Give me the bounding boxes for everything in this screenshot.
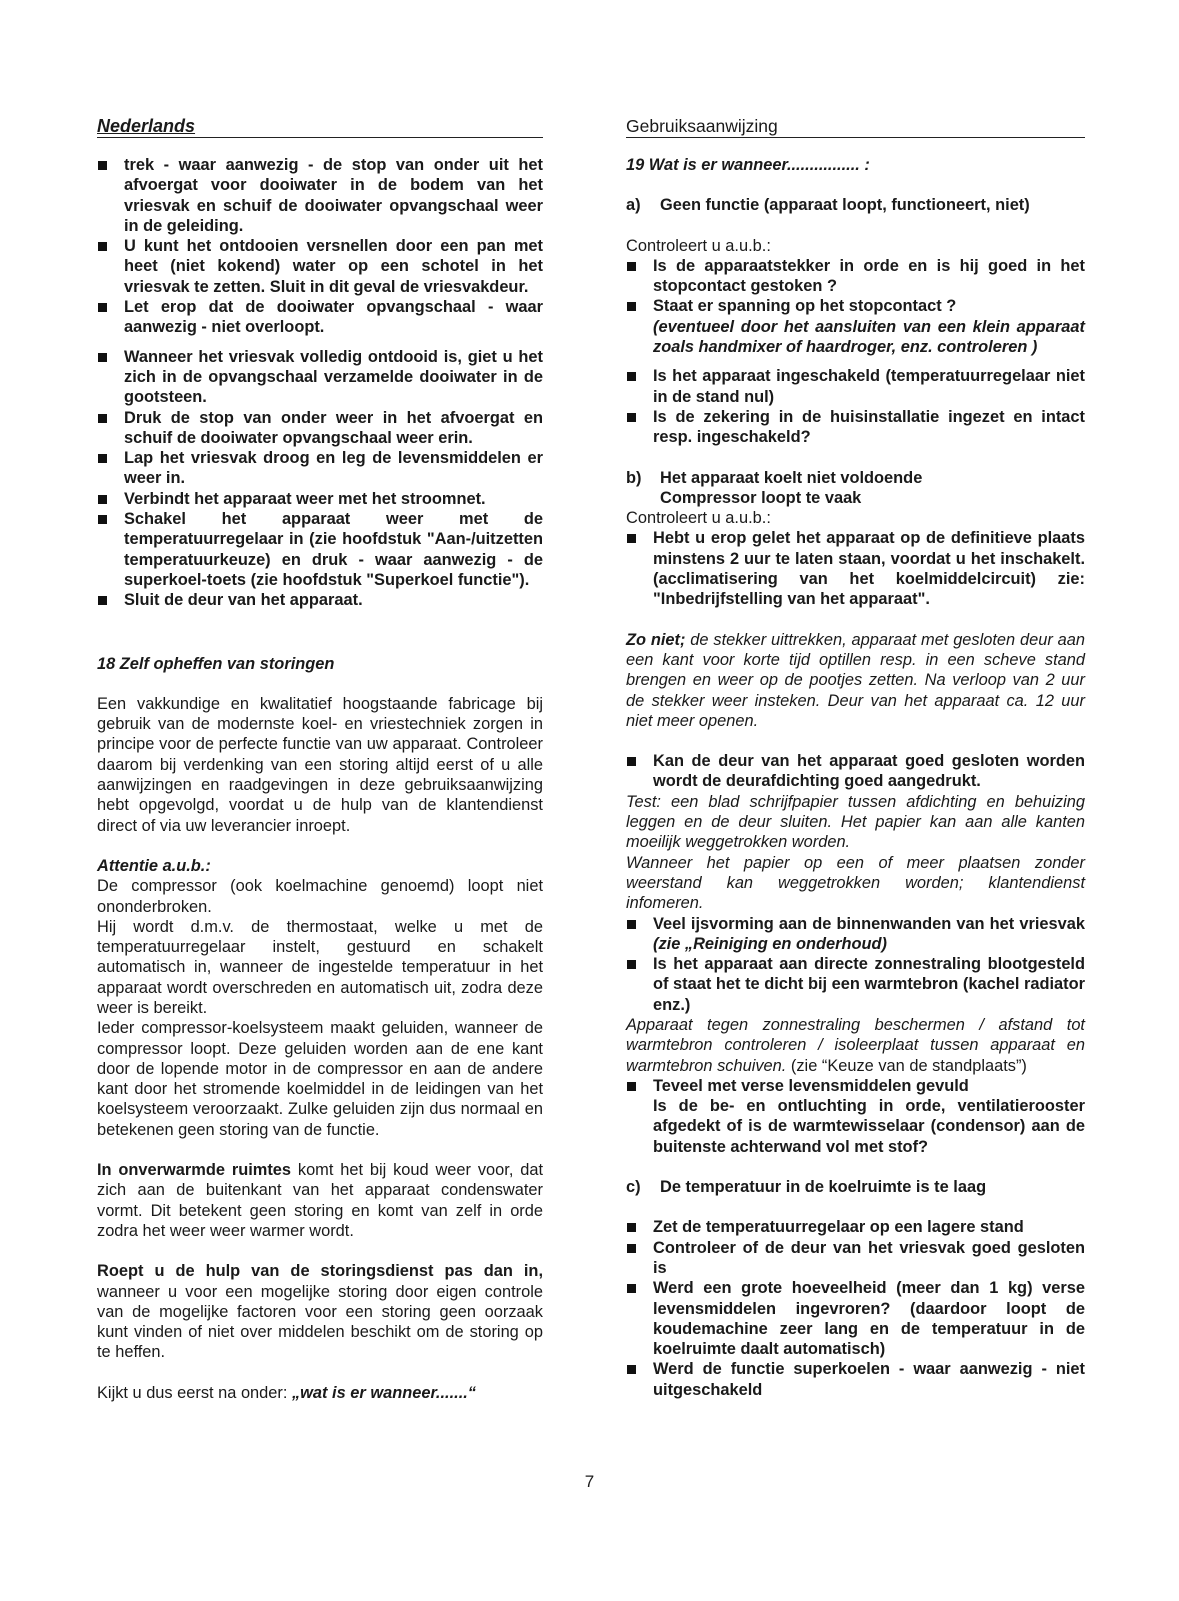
section-19-title: 19 Wat is er wanneer................ : <box>626 156 870 174</box>
list-item: Veel ijsvorming aan de binnenwanden van het vriesvak (zie „Reiniging en onderhoud) <box>626 914 1085 955</box>
bullet-square-icon <box>627 1365 636 1374</box>
bullet-square-icon <box>98 303 107 312</box>
bullet-square-icon <box>627 1082 636 1091</box>
list-item: Werd een grote hoeveelheid (meer dan 1 kg) verse levensmiddelen ingevroren? (daardoor loopt de koudemachine zeer lang en de temperatuur in de koelruimte daalt automatisch) <box>626 1278 1085 1359</box>
list-item: Schakel het apparaat weer met de temperatuurregelaar in (zie hoofdstuk "Aan-/uitzetten temperatuurkeuze) en druk - waar aanwezig - de superkoel-toets (zie hoofdstuk "Superkoel functie"). <box>97 509 543 590</box>
list-item: Controleer of de deur van het vriesvak goed gesloten is <box>626 1238 1085 1279</box>
bullet-square-icon <box>98 515 107 524</box>
bullet-square-icon <box>98 596 107 605</box>
refer-paragraph: Kijkt u dus eerst na onder: „wat is er wanneer.......“ <box>97 1383 476 1402</box>
list-item: Staat er spanning op het stopcontact ? (eventueel door het aansluiten van een klein apparaat zoals handmixer of haardroger, enz. controleren ) <box>626 296 1085 357</box>
right-column <box>626 115 1085 1400</box>
list-item: U kunt het ontdooien versnellen door een pan met heet (niet kokend) water op een schotel in het vriesvak te zetten. Sluit in dit geval de vriesvakdeur. <box>97 236 543 297</box>
bullet-square-icon <box>627 534 636 543</box>
bullet-square-icon <box>627 1244 636 1253</box>
defrost-steps-list-2 <box>97 347 543 611</box>
test-paragraph-2: Wanneer het papier op een of meer plaatsen zonder weerstand kan weggetrokken worden; klantendienst infomeren. <box>626 853 1085 913</box>
list-item: Werd de functie superkoelen - waar aanwezig - niet uitgeschakeld <box>626 1359 1085 1400</box>
list-item: Lap het vriesvak droog en leg de levensmiddelen er weer in. <box>97 448 543 489</box>
bullet-square-icon <box>627 1284 636 1293</box>
bullet-square-icon <box>627 372 636 381</box>
check-label: Controleert u a.u.b.: <box>626 509 771 528</box>
attention-paragraph-3: Ieder compressor-koelsysteem maakt geluiden, wanneer de compressor loopt. Deze geluiden worden aan de ene kant door de lopende motor in de compressor en aan de andere kant door het stromende koelmiddel in de leidingen van het koelsysteem veroorzaakt. Zulke geluiden zijn dus normaal en betekenen geen storing van de functie. <box>97 1019 543 1139</box>
list-item: Verbindt het apparaat weer met het stroomnet. <box>97 489 543 509</box>
bullet-square-icon <box>627 1223 636 1232</box>
bullet-square-icon <box>627 302 636 311</box>
language-header: Nederlands <box>97 115 543 138</box>
list-item: Teveel met verse levensmiddelen gevuld Is de be- en ontluchting in orde, ventilatierooster afgedekt of is de warmtewisselaar (condensor) aan de buitenste achterwand vol met stof? <box>626 1076 1085 1157</box>
checklist-b-4 <box>626 1076 1085 1157</box>
attention-paragraph-2: Hij wordt d.m.v. de thermostaat, welke u met de temperatuurregelaar instelt, gestuurd en schakelt automatisch in, wanneer de ingestelde temperatuur in het apparaat wordt overschreden en automatisch uit, zodra deze weer is bereikt. <box>97 917 543 1017</box>
bullet-square-icon <box>98 242 107 251</box>
bullet-square-icon <box>627 262 636 271</box>
service-call-paragraph: Roept u de hulp van de storingsdienst pas dan in, wanneer u voor een mogelijke storing door eigen controle van de mogelijke factoren voor een storing geen oorzaak kunt vinden of niet over middelen beschikt om de storing op te heffen. <box>97 1262 543 1362</box>
list-item: Druk de stop van onder weer in het afvoergat en schuif de dooiwater opvangschaal weer erin. <box>97 408 543 449</box>
list-item: Is het apparaat ingeschakeld (temperatuurregelaar niet in de stand nul) <box>626 366 1085 407</box>
subsection-b-title: b) Het apparaat koelt niet voldoende Compressor loopt te vaak <box>626 468 923 507</box>
bullet-square-icon <box>98 454 107 463</box>
checklist-b-3 <box>626 914 1085 1015</box>
unheated-rooms-paragraph: In onverwarmde ruimtes komt het bij koud weer voor, dat zich aan de buitenkant van het apparaat condenswater vormt. Dit betekent geen storing en komt van zelf in orde zodra het weer weer warmer wordt. <box>97 1161 543 1240</box>
bullet-square-icon <box>98 353 107 362</box>
check-label: Controleert u a.u.b.: <box>626 236 771 255</box>
left-column <box>97 115 543 1403</box>
list-item: Hebt u erop gelet het apparaat op de definitieve plaats minstens 2 uur te laten staan, voordat u het inschakelt. (acclimatisering van het koelmiddelcircuit) zie: "Inbedrijfstelling van het apparaat". <box>626 528 1085 609</box>
section-18-paragraph: Een vakkundige en kwalitatief hoogstaande fabricage bij gebruik van de modernste koel- en vriestechniek zorgen in principe voor de perfecte functie van uw apparaat. Controleer daarom bij verdenking van een storing altijd eerst of u alle aanwijzingen en raadgevingen in deze gebruiksaanwijzing hebt opgevolgd, voordat u de hulp van de klantendienst direct of via uw leverancier inroept. <box>97 694 543 835</box>
list-item: Is het apparaat aan directe zonnestraling blootgesteld of staat het te dicht bij een warmtebron (kachel radiator enz.) <box>626 954 1085 1015</box>
section-18-title: 18 Zelf opheffen van storingen <box>97 654 335 673</box>
list-item: Is de zekering in de huisinstallatie ingezet en intact resp. ingeschakeld? <box>626 407 1085 448</box>
page-number: 7 <box>584 1472 595 1491</box>
list-item: Zet de temperatuurregelaar op een lagere stand <box>626 1217 1085 1237</box>
attention-title: Attentie a.u.b.: <box>97 856 211 875</box>
attention-paragraph-1: De compressor (ook koelmachine genoemd) loopt niet ononderbroken. <box>97 877 543 916</box>
list-item: trek - waar aanwezig - de stop van onder uit het afvoergat voor dooiwater in de bodem van het vriesvak en schuif de dooiwater opvangschaal weer in de geleiding. <box>97 155 543 236</box>
defrost-steps-list <box>97 155 543 338</box>
list-item: Let erop dat de dooiwater opvangschaal - waar aanwezig - niet overloopt. <box>97 297 543 338</box>
checklist-b <box>626 528 1085 609</box>
list-item: Kan de deur van het apparaat goed gesloten worden wordt de deurafdichting goed aangedrukt. <box>626 751 1085 792</box>
list-item: Wanneer het vriesvak volledig ontdooid is, giet u het zich in de opvangschaal verzamelde dooiwater in de gootsteen. <box>97 347 543 408</box>
bullet-square-icon <box>627 960 636 969</box>
subsection-c-title: c) De temperatuur in de koelruimte is te laag <box>626 1178 987 1197</box>
bullet-square-icon <box>98 161 107 170</box>
bullet-square-icon <box>627 920 636 929</box>
sun-paragraph: Apparaat tegen zonnestraling beschermen / afstand tot warmtebron controleren / isoleerplaat tussen apparaat en warmtebron schuiven. (zie “Keuze van de standplaats”) <box>626 1015 1085 1075</box>
subsection-a-title: a) Geen functie (apparaat loopt, functioneert, niet) <box>626 196 1030 215</box>
test-paragraph: Test: een blad schrijfpapier tussen afdichting en behuizing leggen en de deur sluiten. Het papier kan aan alle kanten moeilijk weggetrokken worden. <box>626 792 1085 852</box>
list-item: Is de apparaatstekker in orde en is hij goed in het stopcontact gestoken ? <box>626 256 1085 297</box>
checklist-a <box>626 256 1085 357</box>
checklist-b-2 <box>626 751 1085 792</box>
bullet-square-icon <box>98 495 107 504</box>
checklist-c <box>626 1217 1085 1400</box>
list-item: Sluit de deur van het apparaat. <box>97 590 543 610</box>
manual-header: Gebruiksaanwijzing <box>626 115 1085 138</box>
checklist-a-2 <box>626 366 1085 447</box>
bullet-square-icon <box>627 757 636 766</box>
zo-niet-paragraph: Zo niet; de stekker uittrekken, apparaat met gesloten deur aan een kant voor korte tijd optillen resp. in een scheve stand brengen en weer op de pootjes zetten. Na verloop van 2 uur de stekker weer insteken. Deur van het apparaat ca. 12 uur niet meer openen. <box>626 630 1085 730</box>
bullet-square-icon <box>98 414 107 423</box>
bullet-square-icon <box>627 413 636 422</box>
